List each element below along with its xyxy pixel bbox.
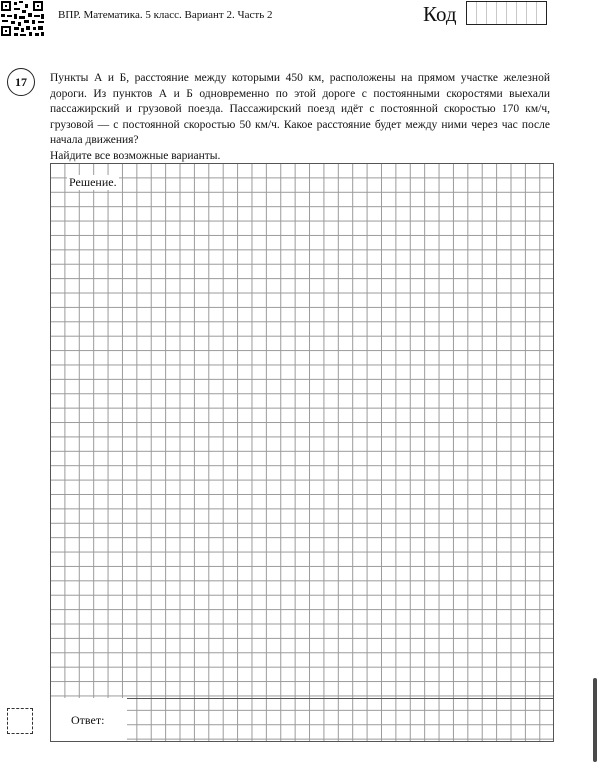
task-number: 17 xyxy=(7,68,35,96)
score-box[interactable] xyxy=(7,708,33,734)
header-title: ВПР. Математика. 5 класс. Вариант 2. Часть 2 xyxy=(58,9,273,21)
scrollbar-thumb[interactable] xyxy=(593,678,597,762)
code-input-box[interactable] xyxy=(466,1,547,25)
task-instruction: Найдите все возможные варианты. xyxy=(50,149,221,162)
solution-grid[interactable] xyxy=(50,163,554,742)
task-statement xyxy=(50,71,550,164)
answer-divider xyxy=(127,698,554,699)
answer-label-area xyxy=(51,698,127,742)
answer-label: Ответ: xyxy=(71,713,105,727)
solution-label: Решение. xyxy=(69,175,117,189)
task-text: Пункты А и Б, расстояние между которыми 450 км, расположены на прямом участке железной дороги. Из пунктов А и Б одновременно по этой дороге с постоянными скоростями выехали пассажирский и грузовой поезда. Пассажирский поезд идёт с постоянной скоростью 170 км/ч, грузовой — с постоянной скоростью 50 км/ч. Какое расстояние будет между ними через час после начала движения? xyxy=(50,72,550,146)
qr-code-icon xyxy=(0,0,46,38)
code-label: Код xyxy=(423,2,457,26)
